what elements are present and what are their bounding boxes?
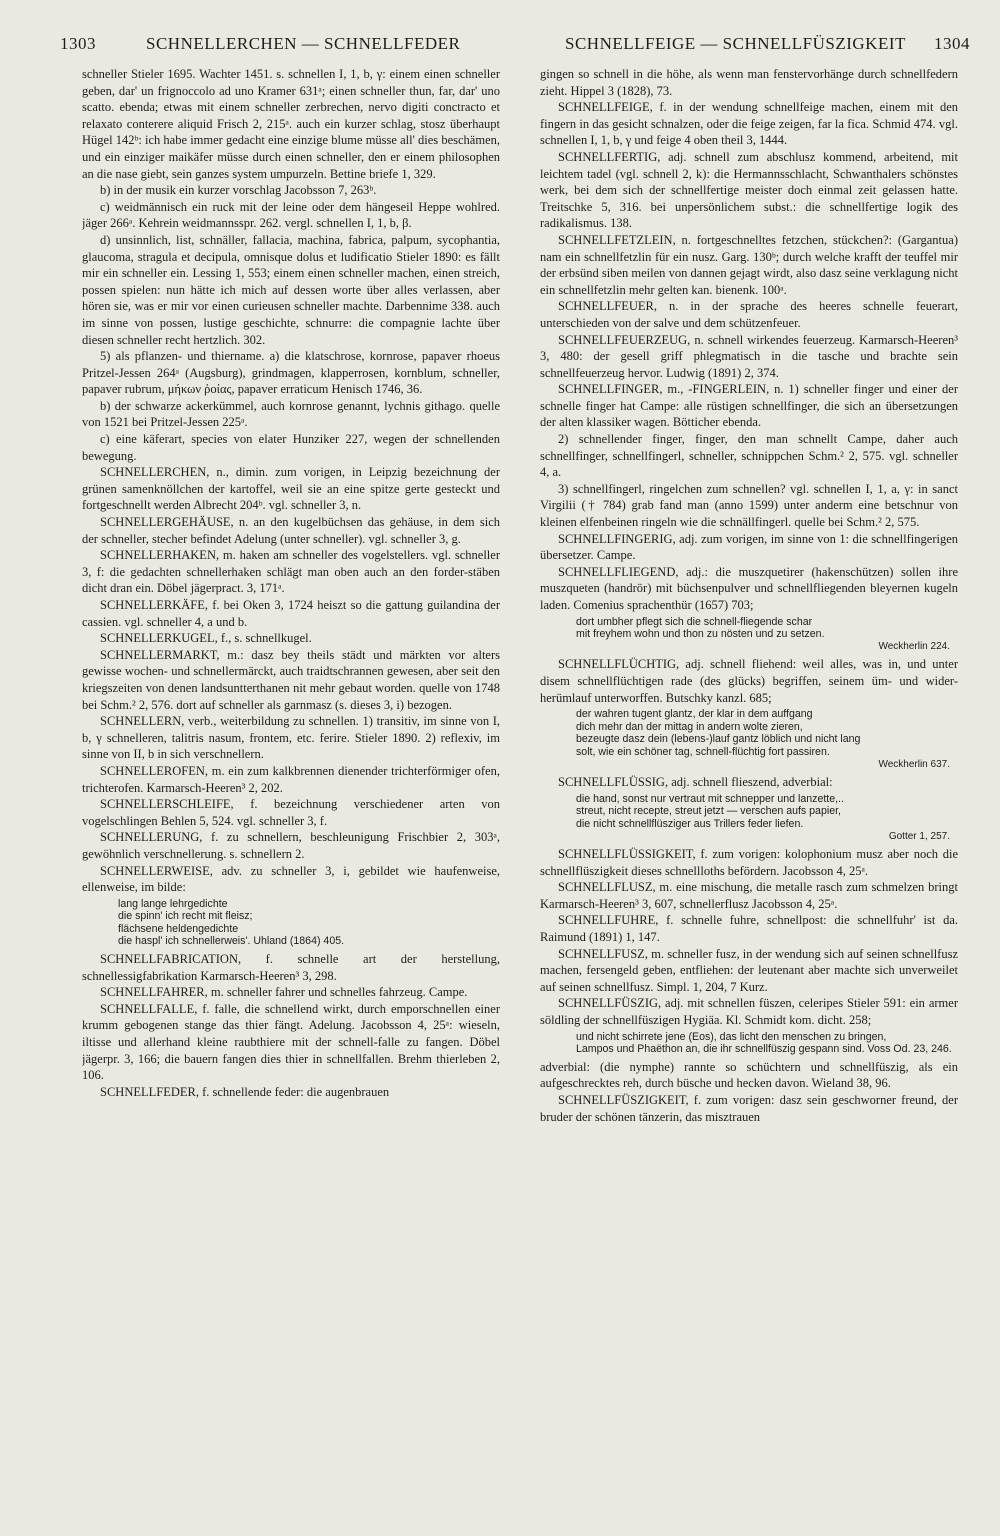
dictionary-entry: SCHNELLFEDER, f. schnellende feder: die augenbrauen [100,1084,390,1099]
right-column [540,66,958,1526]
dictionary-entry: SCHNELLFERTIG, adj. schnell zum abschlusz kommend, arbeitend, mit leichtem tadel (vgl. schnell 2, k): die Hermannsschlacht, Schwanthalers schönstes werk, bei dem sich der schnellfertige meister doch einmal zeit gelassen hatte. Treitschke 5, 316. bei unpersönlichem subst.: die schnellfertige logik des radikalismus. 138. [540,149,958,231]
entry-paragraph: c) eine käferart, species von elater Hunziker 227, wegen der schnellenden bewegung. [82,432,500,463]
verse-quote [540,616,958,654]
verse-line: solt, wie ein schöner tag, schnell-flüchtig fort passiren. [576,745,830,758]
verse-line: dich mehr dan der mittag in andern wolte zieren, [576,720,803,733]
verse-line: die hand, sonst nur vertraut mit schnepper und lanzette,.. [576,792,844,805]
verse-quote [540,708,958,771]
dictionary-entry: SCHNELLFALLE, f. falle, die schnellend wirkt, durch emporschnellen einer krumm gebogenen stange das thier fängt. Adelung. Jacobsson 4, 25ᵃ: wieseln, iltisse und allerhand kleine raubthiere mit der schnell-falle zu fangen. Döbel jägerpr. 3, 166; die bauern fangen dies thier in schnellfallen. Brehm thierleben 2, 106. [82,1001,500,1083]
verse-line: flächsene heldengedichte [118,922,239,935]
dictionary-entry: SCHNELLERKUGEL, f., s. schnellkugel. [100,631,312,646]
quote-source: Weckherlin 637. [878,758,950,770]
dictionary-entry: SCHNELLFLUSZ, m. eine mischung, die metalle rasch zum schmelzen bringt Karmarsch-Heeren³ 3, 607, schnellerflusz Jacobsson 4, 25ᵃ. [540,880,958,911]
dictionary-entry: SCHNELLFEUERZEUG, n. schnell wirkendes feuerzeug. Karmarsch-Heeren³ 3, 480: der gesell griff phlegmatisch in die tasche und brachte sein schnellfeuerzeug hervor. Ludwig (1891) 2, 374. [540,332,958,380]
dictionary-entry: SCHNELLFETZLEIN, n. fortgeschnelltes fetzchen, stückchen?: (Gargantua) nam ein schnellfetzlin für ein nusz. Garg. 130ᵇ; durch welche krafft der teuffel mir der erbsünd siben meilen von dannen gejagt wirdt, also dasz seine verklagung nicht ein schnellfetzlin mehr gelten kan. bienenk. 100ᵃ. [540,232,958,297]
dictionary-entry: SCHNELLERCHEN, n., dimin. zum vorigen, in Leipzig bezeichnung der grünen samenknöllchen der kartoffel, weil sie an eine spitze gerte gesteckt und fortgeschnellt werden Albrecht 204ᵇ. vgl. schneller 3, n. [82,465,500,513]
verse-quote [540,1031,958,1056]
verse-line: die spinn' ich recht mit fleisz; [118,910,253,923]
dictionary-entry: SCHNELLERN, verb., weiterbildung zu schnellen. 1) transitiv, im sinne von I, b, γ schnelleren, talitris nasum, frontem, etc. ferire. Stieler 1890. 2) reflexiv, im sinne von II, b in sich verschnellern. [82,714,500,762]
running-head-left: SCHNELLERCHEN — SCHNELLFEDER [146,34,461,53]
verse-line: der wahren tugent glantz, der klar in dem auffgang [576,708,813,721]
dictionary-entry: SCHNELLFAHRER, m. schneller fahrer und schnelles fahrzeug. Campe. [100,985,468,1000]
dictionary-entry: SCHNELLFLÜSSIGKEIT, f. zum vorigen: kolophonium musz aber noch die schnellflüszigkeit dieses schnellloths befördern. Jacobsson 4, 25ᵃ. [540,847,958,878]
entry-paragraph: adverbial: (die nymphe) rannte so schüchtern und schnellfüszig, als ein aufgeschrecktes reh, durch büsche und hecken davon. Wieland 38, 96. [540,1059,958,1091]
dictionary-entry: SCHNELLFUHRE, f. schnelle fuhre, schnellpost: die schnellfuhr' ist da. Raimund (1891) 1, 147. [540,913,958,945]
dictionary-entry: SCHNELLFEIGE, f. in der wendung schnellfeige machen, einem mit den fingern in das gesicht schnalzen, oder die feige zeigen, far la fica. Schmid 474. vgl. schnellen I, 1, b, γ und feige 4 oben theil 3, 1444. [540,100,958,148]
entry-paragraph: 2) schnellender finger, finger, den man schnellt Campe, daher auch schnellfinger, schnellfingerl, schneller, schnippchen Schm.² 2, 575. vgl. schneller 4, a. [540,432,958,480]
dictionary-entry: SCHNELLFLÜSSIG, adj. schnell flieszend, adverbial: [558,775,833,790]
dictionary-entry: SCHNELLFÜSZIGKEIT, f. zum vorigen: dasz sein geschworner freund, der bruder der schönen tänzerin, das misztrauen [540,1093,958,1124]
quote-source: Weckherlin 224. [878,640,950,652]
dictionary-entry: SCHNELLERWEISE, adv. zu schneller 3, i, gebildet wie haufenweise, ellenweise, im bilde: [82,863,500,895]
dictionary-entry: SCHNELLFÜSZIG, adj. mit schnellen füszen, celeripes Stieler 591: ein armer söldling der schnellfüszigen Hygiäa. Kl. Schmidt kom. dicht. 258; [540,996,958,1028]
verse-line: Lampos und Phaëthon an, die ihr schnellfüszig gespann sind. Voss Od. 23, 246. [576,1043,952,1056]
verse-line: streut, nicht recepte, streut jetzt — verschen aufs papier, [576,805,841,818]
entry-paragraph: b) in der musik ein kurzer vorschlag Jacobsson 7, 263ᵇ. [100,183,377,198]
verse-line: dort umbher pflegt sich die schnell-fliegende schar [576,615,813,628]
verse-line: lang lange lehrgedichte [118,897,228,910]
dictionary-entry: SCHNELLFINGERIG, adj. zum vorigen, im sinne von 1: die schnellfingerigen übersetzer. Campe. [540,531,958,563]
entry-paragraph: 5) als pflanzen- und thiername. a) die klatschrose, kornrose, papaver rhoeus Pritzel-Jessen 264ᵃ (Augsburg), grindmagen, klapperrosen, kornblum, schneller, papaver rubrum, μήκων ῥοίας, papaver erraticum Henisch 1746, 36. [82,349,500,397]
verse-line: die haspl' ich schnellerweis'. Uhland (1864) 405. [118,935,345,948]
dictionary-entry: SCHNELLERKÄFE, f. bei Oken 3, 1724 heiszt so die gattung guilandina der cassien. vgl. schneller 4, a und b. [82,598,500,629]
dictionary-entry: SCHNELLFINGER, m., -FINGERLEIN, n. 1) schneller finger und einer der schnelle finger hat Campe: alle rüstigen schnellfinger, die sich an übersetzungen der alten klassiker wagen. Bötticher ebenda. [540,382,958,430]
page-header [60,30,970,64]
verse-quote [540,793,958,843]
dictionary-entry: SCHNELLERMARKT, m.: dasz bey theils städt und märkten vor alters gewisse wochen- und schnellermärckt, auch traidtschrannen gewesen, aber seit den kriegszeiten von denen landsuntterthanen nit mehr gebaut worden. quelle von 1748 bei Schm.² 2, 576. dort auf schneller als garnmasz (s. dieses 3, i) bezogen. [82,647,500,712]
verse-quote [82,898,500,948]
dictionary-entry: SCHNELLERGEHÄUSE, n. an den kugelbüchsen das gehäuse, in dem sich der schneller, stecher befindet Adelung (unter schneller). vgl. schneller 3, g. [82,515,500,546]
page-number-left: 1303 [60,34,96,53]
quote-source: Gotter 1, 257. [888,830,950,842]
dictionary-entry: SCHNELLFUSZ, m. schneller fusz, in der wendung sich auf seinen schnellfusz machen, fersengeld geben, entfliehen: der leutenant aber machte sich unverweilet auf seinen schnellfusz. Simpl. 1, 204, 7 Kurz. [540,946,958,994]
entry-paragraph: d) unsinnlich, list, schnäller, fallacia, machina, fabrica, palpum, sycophantia, glaucoma, stragula et decipula, omnisque dolus et ludificatio Stieler 1890: es fällt mir ein schneller ein. Lessing 1, 553; einem einen schneller machen, einen streich, possen spielen: nun hätte ich mich auf dessen worte über alles verlassen, aber hören sie, was er mir vor einen curieusen schneller machte. Darbennime 338. auch im sinne von possen, lustige geschichte, schnurre: die compagnie lachte über diesen schneller recht hertzlich. 302. [82,232,500,347]
entry-paragraph: b) der schwarze ackerkümmel, auch kornrose genannt, lychnis githago. quelle von 1521 bei Pritzel-Jessen 225ᵃ. [82,398,500,430]
dictionary-entry: SCHNELLERSCHLEIFE, f. bezeichnung verschiedener arten von vogelschlingen Behlen 5, 524. vgl. schneller 3, f. [82,797,500,828]
entry-paragraph: gingen so schnell in die höhe, als wenn man fenstervorhänge durch schnellfedern zieht. Hippel 3 (1828), 73. [540,67,958,98]
dictionary-entry: SCHNELLEROFEN, m. ein zum kalkbrennen dienender trichterförmiger ofen, trichterofen. Karmarsch-Heeren³ 2, 202. [82,763,500,795]
entry-paragraph: schneller Stieler 1695. Wachter 1451. s. schnellen I, 1, b, γ: einem einen schneller geben, dar' un frignoccolo ad uno Kramer 631ᵃ; einen schneller thun, far, dar' uno scatto. ebenda; etwas mit einem schneller zerbrechen, nervo digiti conctracto et relaxato conterere aliquid Frisch 2, 215ᵃ. auch ein kurzer schlag, stosz überhaupt Hügel 142ᵇ: ich habe immer gedacht eine einzige blume müsse all' dies beschämen, und ein einziger maikäfer müsse durch einen schneller, den er einem philosophen an die nase giebt, sein ganzes system umpurzeln. Bettine briefe 1, 329. [82,67,500,181]
verse-line: und nicht schirrete jene (Eos), das licht den menschen zu bringen, [576,1030,887,1043]
dictionary-entry: SCHNELLFLIEGEND, adj.: die muszquetirer (hakenschützen) sollen ihre muszqueten (handrör) mit büchsenpulver und schnellfliegenden bleyernen kugeln laden. Comenius sprachenthür (1657) 703; [540,564,958,612]
dictionary-entry: SCHNELLERUNG, f. zu schnellern, beschleunigung Frischbier 2, 303ᵃ, gewöhnlich verschnellerung. s. schnellern 2. [82,830,500,861]
page-number-right: 1304 [934,34,970,53]
dictionary-entry: SCHNELLFEUER, n. in der sprache des heeres schnelle feuerart, unterschieden von der salve und dem schützenfeuer. [540,299,958,330]
verse-line: mit freyhem wohn und thon zu nösten und zu setzen. [576,628,825,641]
left-column [82,66,500,1526]
entry-paragraph: c) weidmännisch ein ruck mit der leine oder dem hängeseil Heppe wohlred. jäger 266ᵃ. Kehrein weidmannsspr. 262. vergl. schnellen I, 1, b, β. [82,199,500,231]
verse-line: die nicht schnellflüsziger aus Trillers feder liefen. [576,817,804,830]
dictionary-entry: SCHNELLFLÜCHTIG, adj. schnell fliehend: weil alles, was in, und unter disem schnellflüchtigen rade (des glücks) begriffen, seinem üm- und wider-herümlauf unterworffen. Butschky kanzl. 685; [540,657,958,705]
dictionary-entry: SCHNELLFABRICATION, f. schnelle art der herstellung, schnellessigfabrikation Karmarsch-Heeren³ 3, 298. [82,952,500,983]
entry-paragraph: 3) schnellfingerl, ringelchen zum schnellen? vgl. schnellen I, 1, a, γ: in sanct Virgilii († 784) grab fand man (anno 1599) unter anderm eine betschnur von kleinen elfenbeinen ringeln wie die schnällfingerl. quelle bei Schm.² 2, 575. [540,481,958,530]
verse-line: bezeugte dasz dein (lebens-)lauf gantz löblich und nicht lang [576,733,861,746]
running-head-right: SCHNELLFEIGE — SCHNELLFÜSZIGKEIT [565,34,906,53]
dictionary-entry: SCHNELLERHAKEN, m. haken am schneller des vogelstellers. vgl. schneller 3, f: die gedachten schnellerhaken schlägt man oben auch an den forder-stäben dicht dran ein. Döbel jägerpract. 3, 171ᵃ. [82,548,500,596]
